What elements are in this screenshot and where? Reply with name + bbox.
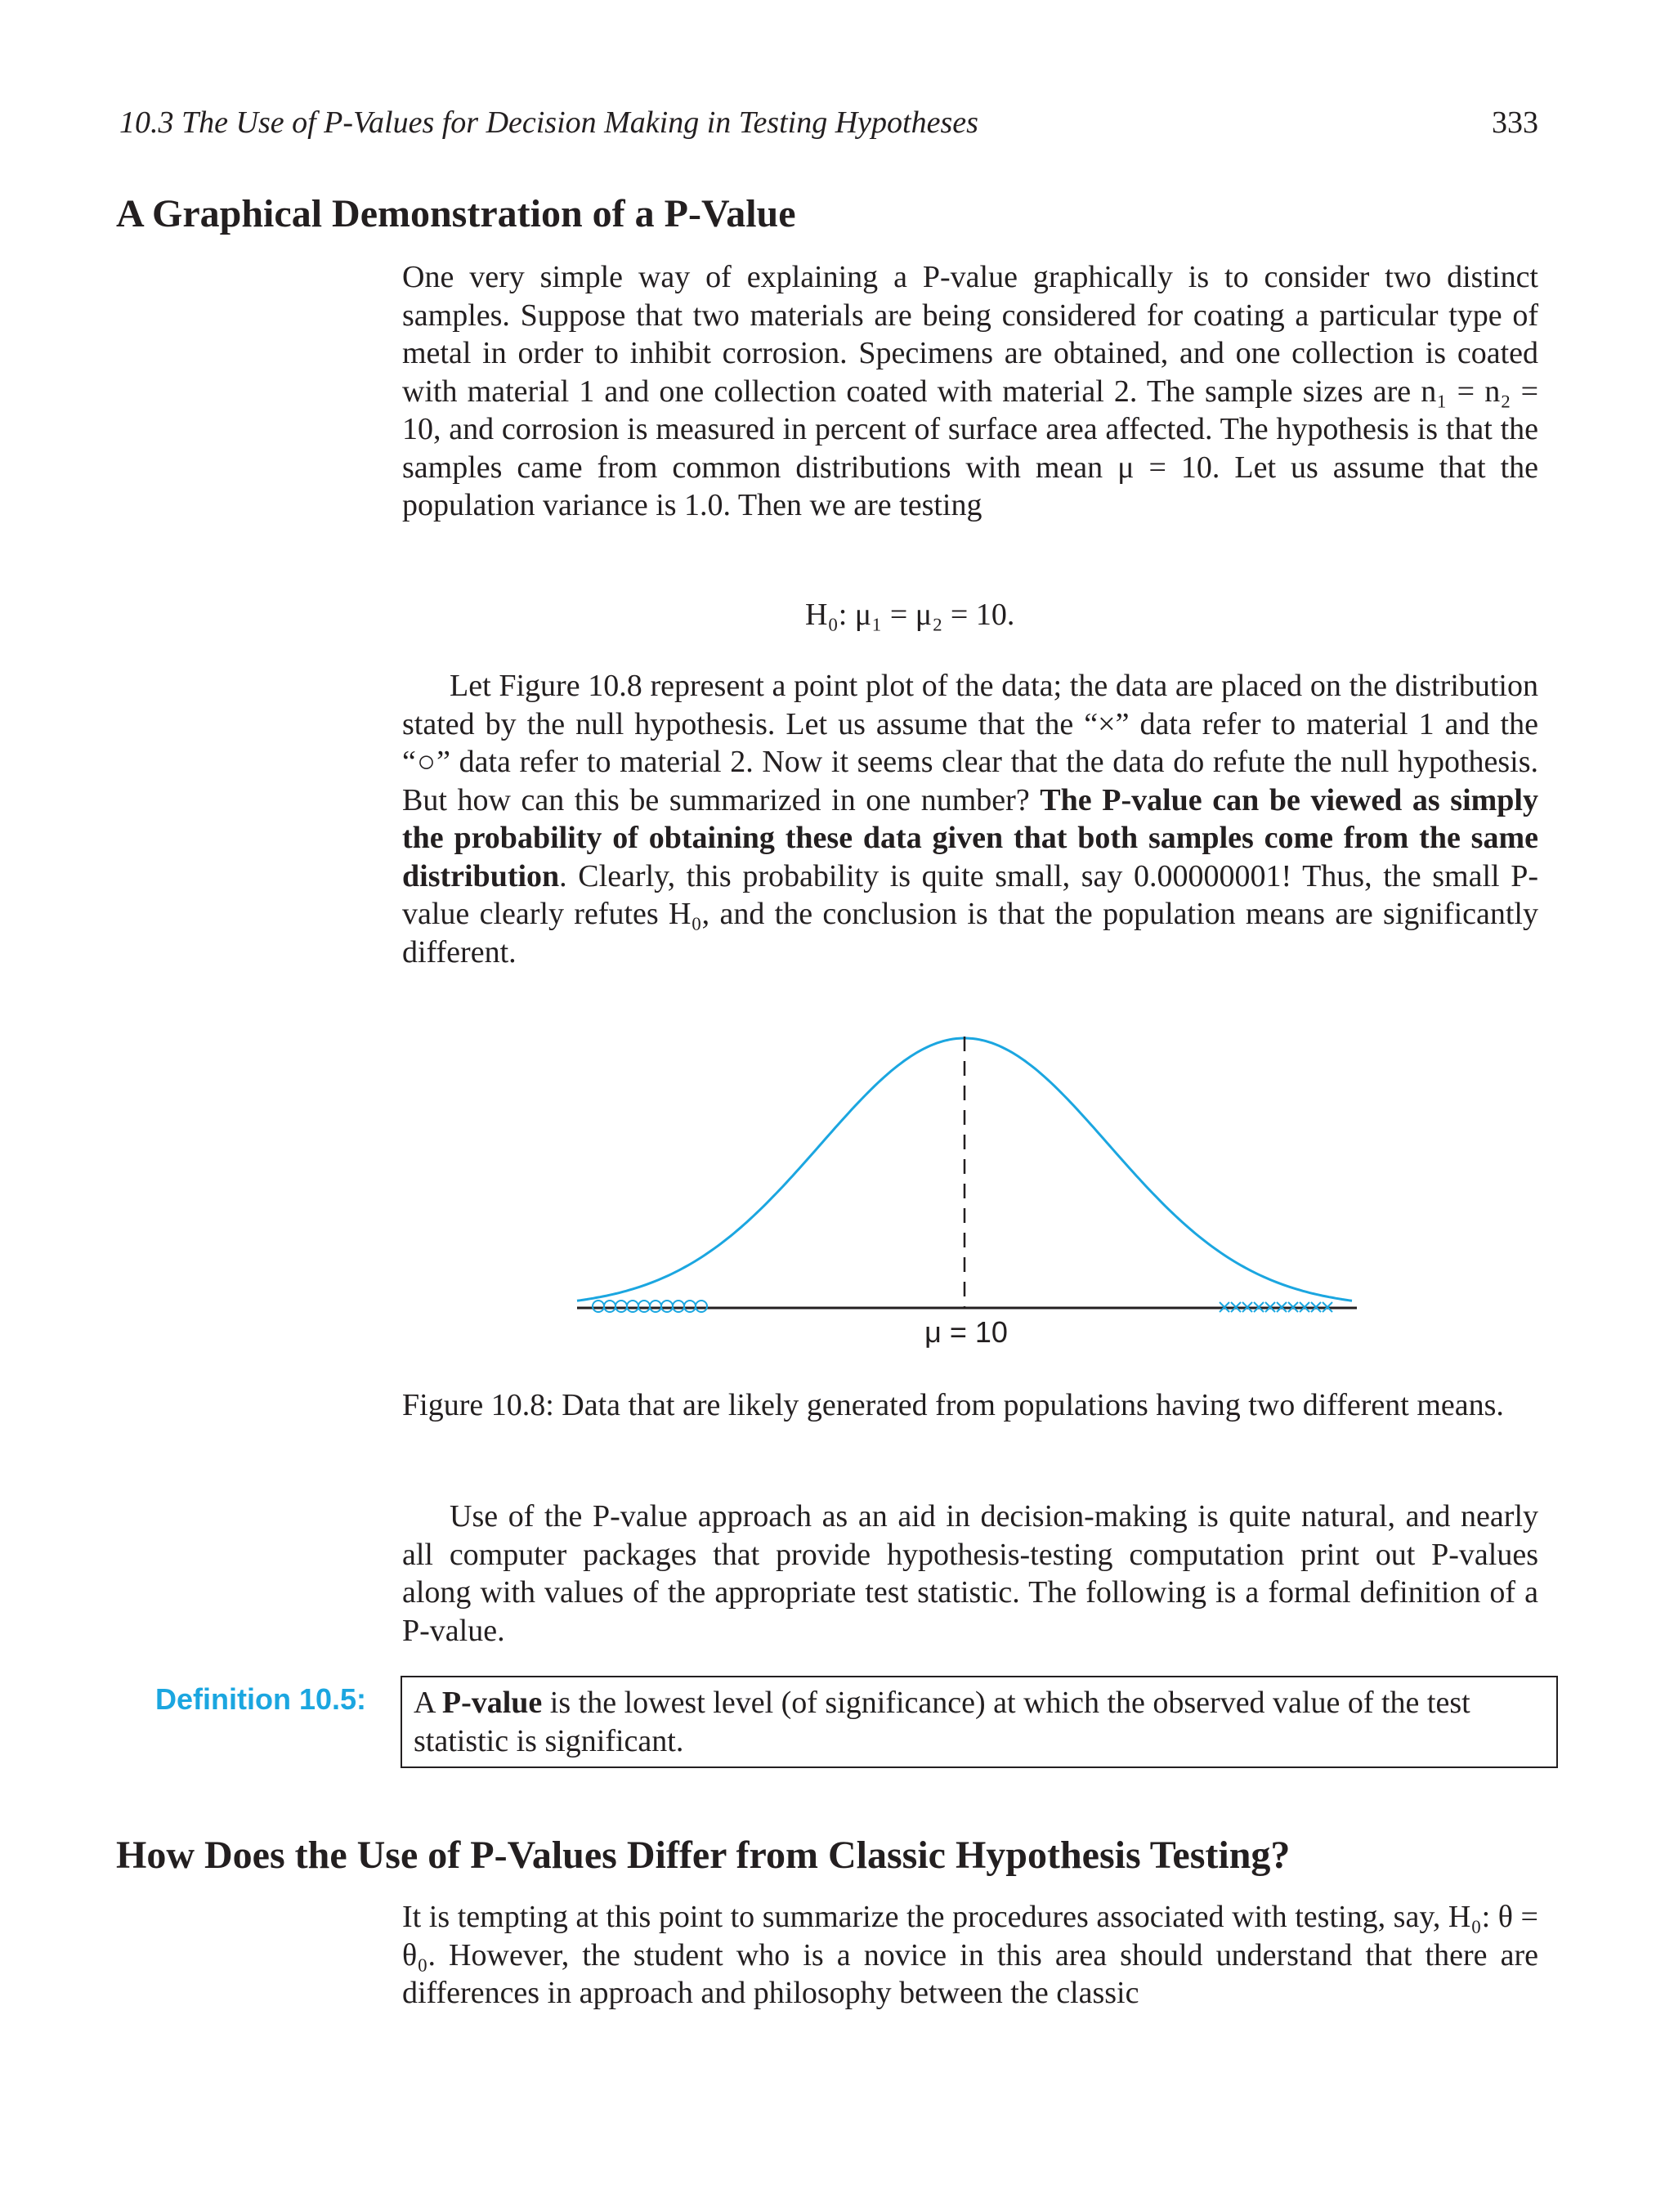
paragraph-pvalue-approach — [402, 1498, 1538, 1650]
definition-label: Definition 10.5: — [155, 1682, 367, 1716]
material-2-point — [627, 1301, 638, 1312]
definition-box — [401, 1676, 1558, 1768]
paragraph-figure-explanation — [402, 667, 1538, 971]
material-2-point — [696, 1301, 707, 1312]
section-title-classic-testing: How Does the Use of P-Values Differ from Classic Hypothesis Testing? — [116, 1834, 1291, 1877]
paragraph-intro — [402, 258, 1538, 525]
material-2-point — [604, 1301, 615, 1312]
paragraph-figure-text-start: Let Figure 10.8 represent a point plot of the data; the data are placed on the distribution stated by the null hypothesis. Let us assume that the “×” data refer to material 1 and the “○” data refer to material 2. Now it seems clear that the data do refute the null hypothesis. But how can this be summarized in one number? — [402, 669, 1538, 817]
mean-label: μ = 10 — [924, 1315, 1008, 1349]
definition-prefix: A — [414, 1686, 442, 1720]
figure-10-8 — [564, 1012, 1365, 1355]
paragraph-classic-text: It is tempting at this point to summarize the procedures associated with testing, say, H₀: θ = θ₀. However, the student who is a novice in this area should understand that there are differences in approach and philosophy between the classic — [402, 1900, 1538, 2010]
paragraph-pvalue-approach-text: Use of the P-value approach as an aid in decision-making is quite natural, and nearly all computer packages that provide hypothesis-testing computation print out P-values along with values of the appropriate test statistic. The following is a formal definition of a P-value. — [402, 1499, 1538, 1648]
figure-caption: Figure 10.8: Data that are likely generated from populations having two different means. — [402, 1388, 1504, 1422]
page-number: 333 — [1492, 105, 1538, 140]
section-title-graphical-demo: A Graphical Demonstration of a P-Value — [116, 192, 796, 235]
material-2-point — [615, 1301, 627, 1312]
material-2-point — [650, 1301, 661, 1312]
paragraph-bold-statement: The P-value can be viewed as simply the probability of obtaining these data given that both samples come from the same distribution — [402, 782, 1538, 893]
material-2-point — [638, 1301, 650, 1312]
definition-text: is the lowest level (of significance) at which the observed value of the test statistic is significant. — [414, 1686, 1470, 1758]
definition-term: P-value — [441, 1686, 543, 1720]
material-2-point — [661, 1301, 673, 1312]
paragraph-intro-text: One very simple way of explaining a P-value graphically is to consider two distinct samples. Suppose that two materials are being considered for coating a particular type of metal in order to inhibit corrosion. Specimens are obtained, and one collection is coated with material 1 and one collection coated with material 2. The sample sizes are n₁ = n₂ = 10, and corrosion is measured in percent of surface area affected. The hypothesis is that the samples came from common distributions with mean μ = 10. Let us assume that the population variance is 1.0. Then we are testing — [402, 260, 1538, 522]
running-head: 10.3 The Use of P-Values for Decision Making in Testing Hypotheses — [119, 105, 978, 140]
material-2-point — [593, 1301, 604, 1312]
paragraph-classic — [402, 1898, 1538, 2013]
material-2-point — [684, 1301, 696, 1312]
null-hypothesis-equation: H₀: μ₁ = μ₂ = 10. — [805, 598, 1015, 632]
material-2-point — [673, 1301, 684, 1312]
paragraph-figure-text-end: . Clearly, this probability is quite small, say 0.00000001! Thus, the small P-value clearly refutes H₀, and the conclusion is that the population means are significantly different. — [402, 858, 1538, 969]
material-2-points — [593, 1301, 707, 1312]
